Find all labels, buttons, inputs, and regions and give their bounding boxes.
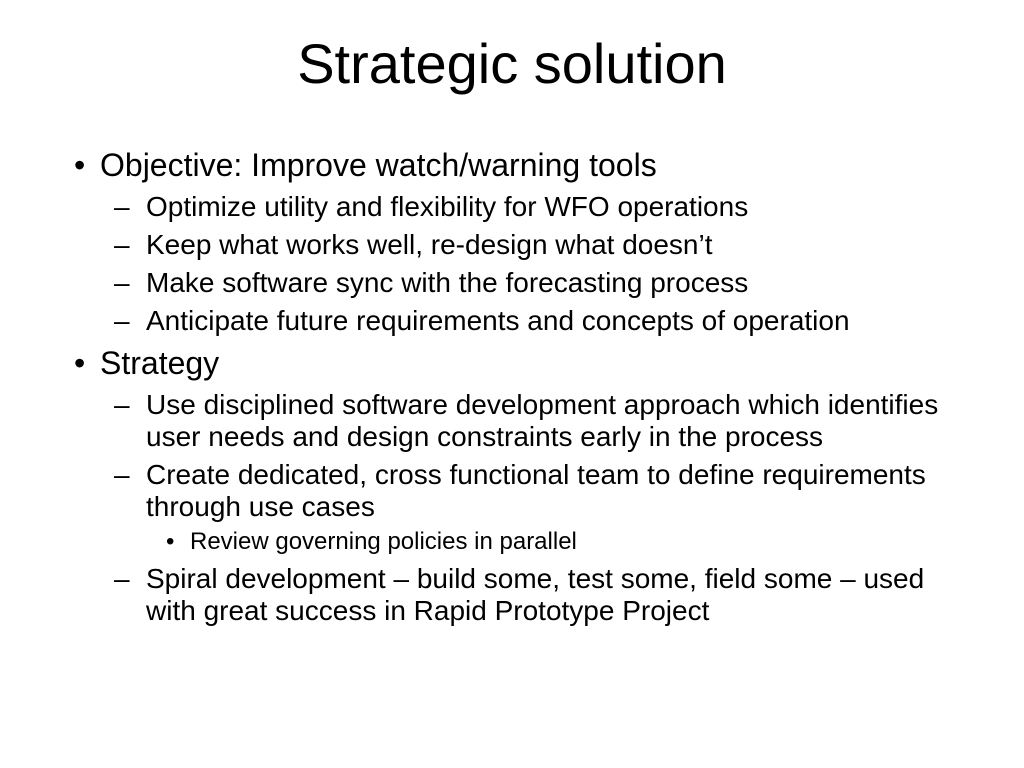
subitem-text: Spiral development – build some, test some, field some – used with great success in Rapid Prototype Project	[146, 563, 925, 626]
bullet-marker: •	[166, 528, 175, 555]
nested-subitems-wrapper	[60, 527, 980, 557]
strategy-subitems	[60, 389, 980, 627]
subitem-text: Optimize utility and flexibility for WFO operations	[146, 191, 749, 222]
subitem-text: Create dedicated, cross functional team to define requirements through use cases	[146, 459, 926, 522]
subitem-text: Keep what works well, re-design what doesn’t	[146, 229, 713, 260]
subitem-text: Anticipate future requirements and concepts of operation	[146, 305, 850, 336]
bullet-marker: •	[74, 147, 86, 183]
dash-marker: –	[114, 305, 130, 336]
nested-subitems	[60, 527, 980, 557]
subitem	[100, 305, 980, 337]
dash-marker: –	[114, 389, 130, 420]
dash-marker: –	[114, 459, 130, 490]
objective-subitems	[60, 191, 980, 337]
dash-marker: –	[114, 229, 130, 260]
bullet-strategy	[60, 343, 980, 383]
subitem	[100, 563, 980, 627]
dash-marker: –	[114, 267, 130, 298]
subitem	[100, 191, 980, 223]
bullet-list	[60, 145, 980, 633]
nested-subitem-text: Review governing policies in parallel	[190, 528, 577, 555]
dash-marker: –	[114, 563, 130, 594]
strategy-subitems-wrapper	[60, 389, 980, 627]
slide-title: Strategic solution	[297, 32, 727, 95]
objective-subitems-wrapper	[60, 191, 980, 337]
dash-marker: –	[114, 191, 130, 222]
bullet-marker: •	[74, 345, 86, 381]
subitem	[100, 389, 980, 453]
subitem-text: Use disciplined software development approach which identifies user needs and design constraints early in the process	[146, 389, 939, 452]
subitem	[100, 459, 980, 523]
bullet-objective	[60, 145, 980, 185]
nested-subitem	[146, 527, 980, 557]
bullet-text: Objective: Improve watch/warning tools	[100, 147, 657, 183]
subitem-text: Make software sync with the forecasting process	[146, 267, 749, 298]
subitem	[100, 229, 980, 261]
subitem	[100, 267, 980, 299]
bullet-text: Strategy	[100, 345, 220, 381]
